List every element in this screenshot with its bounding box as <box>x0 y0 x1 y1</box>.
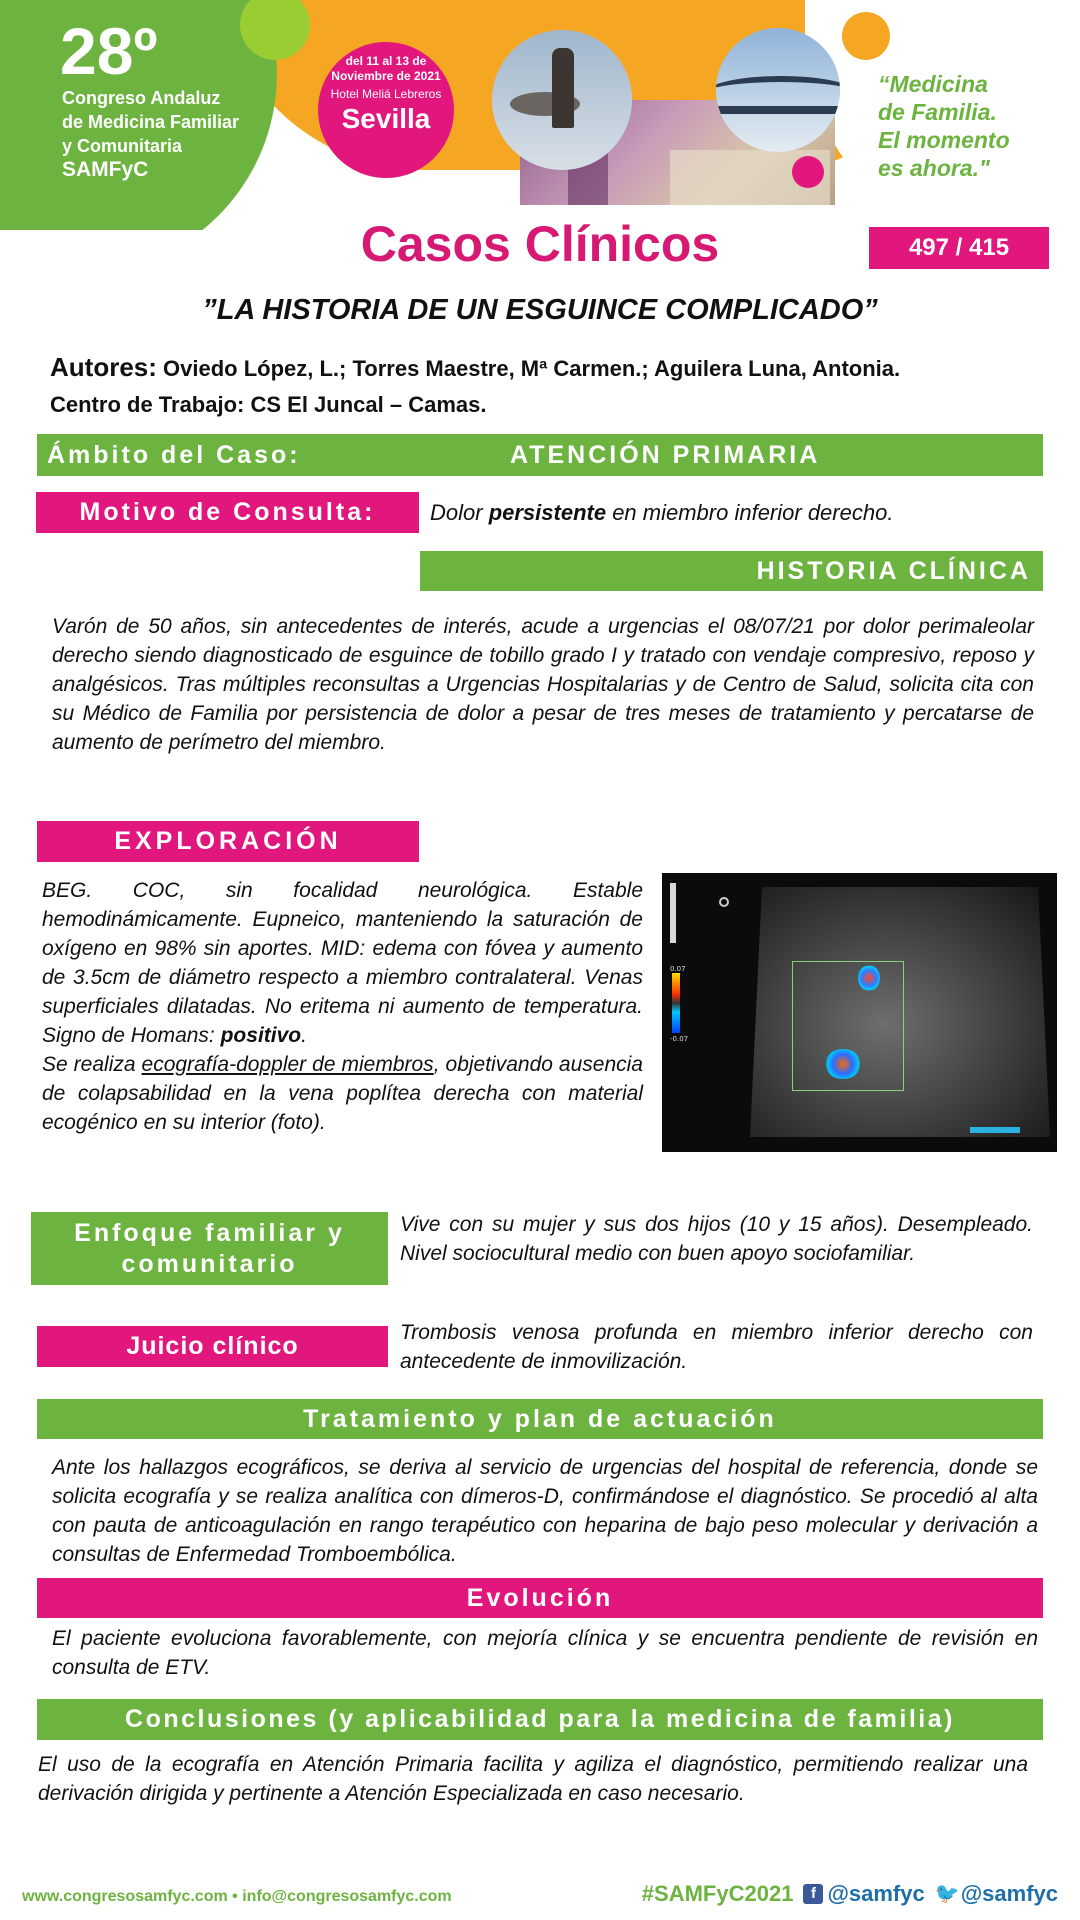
doppler-color-scale <box>672 973 680 1033</box>
authors-label: Autores: <box>50 352 157 382</box>
exploracion-text: BEG. COC, sin focalidad neurológica. Estable hemodinámicamente. Eupneico, manteniendo la saturación de oxígeno en 98% sin aportes. MID: edema con fóvea y aumento de 3.5cm de diámetro respecto a miembro contralateral. Venas superficiales dilatadas. No eritema ni aumento de temperatura. Signo de Homans: positivo. Se realiza ecografía-doppler de miembros, objetivando ausencia de colapsabilidad en la vena poplítea derecha con material ecogénico en su interior (foto). <box>42 879 643 1134</box>
hashtag: #SAMFyC2021 <box>641 1881 794 1906</box>
congress-name: Congreso Andaluz de Medicina Familiar y Comunitaria SAMFyC <box>62 86 282 182</box>
header-banner <box>0 0 1080 230</box>
authors-line <box>50 352 900 383</box>
decor-yellow-dot <box>842 12 890 60</box>
conclusiones-label: Conclusiones (y aplicabilidad para la medicina de familia) <box>37 1699 1043 1740</box>
footer-contact: www.congresosamfyc.com • info@congresosamfyc.com <box>22 1888 452 1905</box>
twitter-link[interactable]: 🐦 @samfyc <box>934 1881 1058 1906</box>
decor-pink-dot <box>792 156 824 188</box>
historia-label: HISTORIA CLÍNICA <box>420 551 1043 591</box>
juicio-text: Trombosis venosa profunda en miembro inferior derecho con antecedente de inmovilización. <box>400 1321 1033 1373</box>
historia-text: Varón de 50 años, sin antecedentes de interés, acude a urgencias el 08/07/21 por dolor perimaleolar derecho siendo diagnosticado de esguince de tobillo grado I y tratado con vendaje compresivo, reposo y analgésicos. Tras múltiples reconsultas a Urgencias Hospitalarias y de Centro de Salud, solicita cita con su Médico de Familia por persistencia de dolor a pesar de tres meses de tratamiento y percatarse de aumento de perímetro del miembro. <box>52 615 1034 754</box>
facebook-icon: f <box>803 1884 823 1904</box>
enfoque-label: Enfoque familiar y comunitario <box>31 1212 388 1285</box>
enfoque-text: Vive con su mujer y sus dos hijos (10 y 15 años). Desempleado. Nivel sociocultural medio con buen apoyo sociofamiliar. <box>400 1213 1033 1265</box>
case-number-badge: 497 / 415 <box>869 227 1049 269</box>
workplace-name: CS El Juncal – Camas. <box>250 392 487 417</box>
tratamiento-label: Tratamiento y plan de actuación <box>37 1399 1043 1439</box>
evolucion-text: El paciente evoluciona favorablemente, con mejoría clínica y se encuentra pendiente de revisión en consulta de ETV. <box>52 1627 1038 1679</box>
motivo-text: Dolor persistente en miembro inferior derecho. <box>430 500 894 525</box>
ambito-label: Ámbito del Caso: <box>47 441 301 469</box>
website-link[interactable]: www.congresosamfyc.com <box>22 1888 228 1905</box>
section-title: Casos Clínicos <box>360 216 720 272</box>
doppler-ultrasound-image: 0.07 -0.07 <box>662 873 1057 1152</box>
triana-bridge-photo <box>716 28 840 152</box>
evolucion-label: Evolución <box>37 1578 1043 1618</box>
slogan: “Medicina de Familia. El momento es ahora." <box>878 71 1010 181</box>
congress-abbr: SAMFyC <box>62 158 149 181</box>
date-badge: del 11 al 13 de Noviembre de 2021 Hotel Meliá Lebreros Sevilla <box>318 42 454 178</box>
venue: Hotel Meliá Lebreros <box>330 87 442 101</box>
footer-social <box>642 1881 1058 1907</box>
facebook-link[interactable]: f @samfyc <box>803 1881 924 1907</box>
giraldillo-photo <box>492 30 632 170</box>
motivo-label: Motivo de Consulta: <box>36 492 419 533</box>
ambito-value: ATENCIÓN PRIMARIA <box>510 441 821 469</box>
tratamiento-text: Ante los hallazgos ecográficos, se deriva al servicio de urgencias del hospital de referencia, donde se solicita ecografía y se realiza analítica con dímeros-D, confirmándose el diagnóstico. Se procedió al alta con pauta de anticoagulación en rango terapéutico con heparina de bajo peso molecular y derivación a consultas de Enfermedad Tromboembólica. <box>52 1456 1038 1566</box>
juicio-label: Juicio clínico <box>37 1326 388 1367</box>
conclusiones-text: El uso de la ecografía en Atención Primaria facilita y agiliza el diagnóstico, permitiendo realizar una derivación dirigida y pertinente a Atención Especializada en caso necesario. <box>38 1753 1028 1805</box>
congress-number: 28º <box>60 14 158 88</box>
case-title: ”LA HISTORIA DE UN ESGUINCE COMPLICADO” <box>202 294 878 326</box>
twitter-icon: 🐦 <box>934 1883 960 1905</box>
ambito-bar <box>37 434 1043 476</box>
workplace-line <box>50 392 486 418</box>
email-link[interactable]: info@congresosamfyc.com <box>242 1888 452 1905</box>
workplace-label: Centro de Trabajo: <box>50 392 245 417</box>
exploracion-label: EXPLORACIÓN <box>37 821 419 862</box>
authors-names: Oviedo López, L.; Torres Maestre, Mª Carmen.; Aguilera Luna, Antonia. <box>163 356 901 381</box>
city: Sevilla <box>341 103 431 134</box>
